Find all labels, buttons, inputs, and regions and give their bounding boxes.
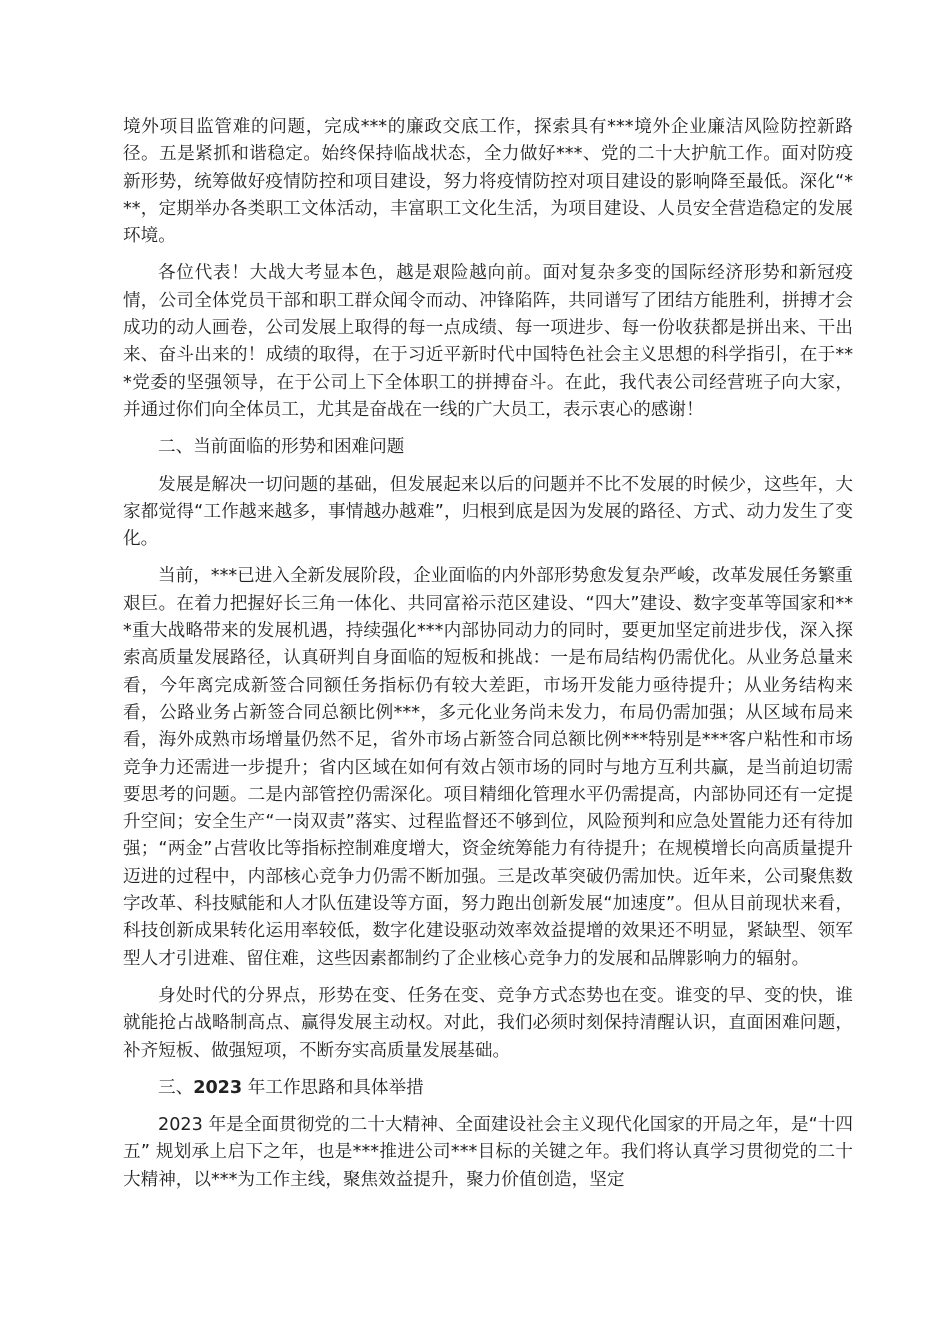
paragraph-era: 身处时代的分界点，形势在变、任务在变、竞争方式态势也在变。谁变的早、变的快，谁就能抢占战略制高点、赢得发展主动权。对此，我们必须时刻保持清醒认识，直面困难问题，补齐短板、做强短项，不断夯实高质量发展基础。: [123, 985, 853, 1061]
paragraph-continuation: 境外项目监管难的问题，完成***的廉政交底工作，探索具有***境外企业廉洁风险防控新路径。五是紧抓和谐稳定。始终保持临战状态，全力做好***、党的二十大护航工作。面对防疫新形势，统筹做好疫情防控和项目建设，努力将疫情防控对项目建设的影响降至最低。深化“***，定期举办各类职工文体活动，丰富职工文化生活，为项目建设、人员安全营造稳定的发展环境。: [123, 117, 853, 247]
section-heading-2: 二、当前面临的形势和困难问题: [158, 437, 405, 458]
heading-3-suffix: 年工作思路和具体举措: [247, 1077, 424, 1098]
paragraph-2023: [123, 1112, 853, 1194]
paragraph-development: 发展是解决一切问题的基础，但发展起来以后的问题并不比不发展的时候少，这些年，大家都觉得“工作越来越多，事情越办越难”，归根到底是因为发展的路径、方式、动力发生了变化。: [123, 474, 853, 550]
paragraph-current-situation: 当前，***已进入全新发展阶段，企业面临的内外部形势愈发复杂严峻，改革发展任务繁重艰巨。在着力把握好长三角一体化、共同富裕示范区建设、“四大”建设、数字变革等国家和***重大战略带来的发展机遇，持续强化***内部协同动力的同时，要更加坚定前进步伐，深入探索高质量发展路径，认真研判自身面临的短板和挑战：一是布局结构仍需优化。从业务总量来看，今年离完成新签合同额任务指标仍有较大差距，市场开发能力亟待提升；从业务结构来看，公路业务占新签合同总额比例***，多元化业务尚未发力，布局仍需加强；从区域布局来看，海外成熟市场增量仍然不足，省外市场占新签合同总额比例***特别是***客户粘性和市场竞争力还需进一步提升；省内区域在如何有效占领市场的同时与地方互利共赢，是当前迫切需要思考的问题。二是内部管控仍需深化。项目精细化管理水平仍需提高，内部协同还有一定提升空间；安全生产“一岗双责”落实、过程监督还不够到位，风险预判和应急处置能力还有待加强；“两金”占营收比等指标控制难度增大，资金统筹能力有待提升；在规模增长向高质量提升迈进的过程中，内部核心竞争力仍需不断加强。三是改革突破仍需加快。近年来，公司聚焦数字改革、科技赋能和人才队伍建设等方面，努力跑出创新发展“加速度”。但从目前现状来看，科技创新成果转化运用率较低，数字化建设驱动效率效益提增的效果还不明显，紧缺型、领军型人才引进难、留住难，这些因素都制约了企业核心竞争力的发展和品牌影响力的辐射。: [123, 566, 853, 969]
paragraph-2023-text: 年是全面贯彻党的二十大精神、全面建设社会主义现代化国家的开局之年，是“十四五” 规划承上启下之年，也是***推进公司***目标的关键之年。我们将认真学习贯彻党的二十大精神，以***为工作主线，聚焦效益提升，聚力价值创造，坚定: [123, 1115, 853, 1190]
heading-3-prefix: 三、: [158, 1077, 194, 1098]
heading-3-year: 2023: [193, 1077, 243, 1098]
section-heading-3: [123, 1075, 853, 1102]
document-page: [123, 114, 853, 1194]
paragraph-thanks: 各位代表！大战大考显本色，越是艰险越向前。面对复杂多变的国际经济形势和新冠疫情，公司全体党员干部和职工群众闻令而动、冲锋陷阵，共同谱写了团结方能胜利，拼搏才会成功的动人画卷，公司发展上取得的每一点成绩、每一项进步、每一份收获都是拼出来、干出来、奋斗出来的！成绩的取得，在于习近平新时代中国特色社会主义思想的科学指引，在于***党委的坚强领导，在于公司上下全体职工的拼搏奋斗。在此，我代表公司经营班子向大家，并通过你们向全体员工，尤其是奋战在一线的广大员工，表示衷心的感谢！: [123, 263, 853, 420]
paragraph-2023-year: 2023: [158, 1115, 203, 1136]
